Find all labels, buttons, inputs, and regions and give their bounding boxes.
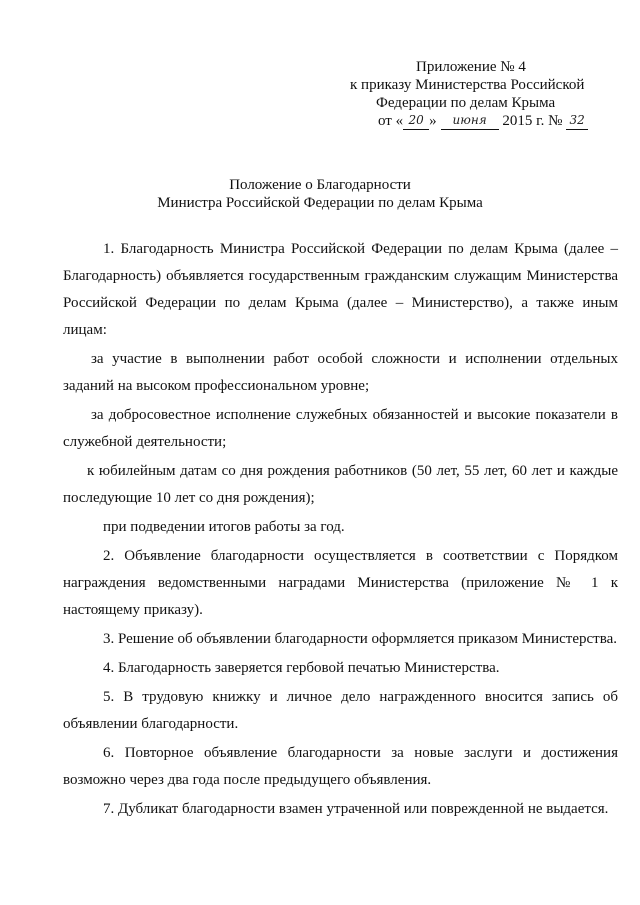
date-prefix: от « bbox=[378, 113, 404, 129]
paragraph-6: 6. Повторное объявление благодарности за новые заслуги и достижения возможно через два года после предыдущего объявления. bbox=[63, 745, 618, 788]
paragraph-5: 5. В трудовую книжку и личное дело награжденного вносится запись об объявлении благодарности. bbox=[63, 689, 618, 732]
date-month-handwritten: июня bbox=[452, 113, 487, 127]
paragraph-item-duties: за добросовестное исполнение служебных обязанностей и высокие показатели в служебной деятельности; bbox=[63, 407, 618, 450]
appendix-number: Приложение № 4 bbox=[416, 59, 526, 75]
paragraph-item-anniversary: к юбилейным датам со дня рождения работников (50 лет, 55 лет, 60 лет и каждые последующие 10 лет со дня рождения); bbox=[63, 463, 618, 506]
paragraph-4: 4. Благодарность заверяется гербовой печатью Министерства. bbox=[103, 660, 500, 676]
order-date-line bbox=[378, 112, 620, 131]
paragraph-item-year-results: при подведении итогов работы за год. bbox=[103, 519, 345, 535]
date-mid: » bbox=[429, 113, 437, 129]
paragraph-2: 2. Объявление благодарности осуществляется в соответствии с Порядком награждения ведомственными наградами Министерства (приложение № 1 к настоящему приказу). bbox=[63, 548, 618, 618]
ministry-name: Федерации по делам Крыма bbox=[376, 95, 556, 111]
document-body bbox=[63, 236, 618, 823]
paragraph-item-complex-work: за участие в выполнении работ особой сложности и исполнении отдельных заданий на высоком профессиональном уровне; bbox=[63, 351, 618, 394]
date-year: 2015 г. № bbox=[502, 113, 563, 129]
appendix-header bbox=[340, 58, 620, 131]
paragraph-1: 1. Благодарность Министра Российской Федерации по делам Крыма (далее – Благодарность) объявляется государственным гражданским служащим Министерства Российской Федерации по делам Крыма (далее – Министерство), а также иным лицам: bbox=[63, 241, 618, 338]
order-reference: к приказу Министерства Российской bbox=[350, 77, 585, 93]
title-line-2: Министра Российской Федерации по делам Крыма bbox=[157, 195, 483, 211]
date-day-handwritten: 20 bbox=[408, 113, 424, 127]
order-number-handwritten: 32 bbox=[569, 113, 585, 127]
title-line-1: Положение о Благодарности bbox=[229, 177, 411, 193]
paragraph-3: 3. Решение об объявлении благодарности оформляется приказом Министерства. bbox=[103, 631, 617, 647]
paragraph-7: 7. Дубликат благодарности взамен утраченной или поврежденной не выдается. bbox=[103, 801, 609, 817]
document-title bbox=[0, 176, 640, 212]
